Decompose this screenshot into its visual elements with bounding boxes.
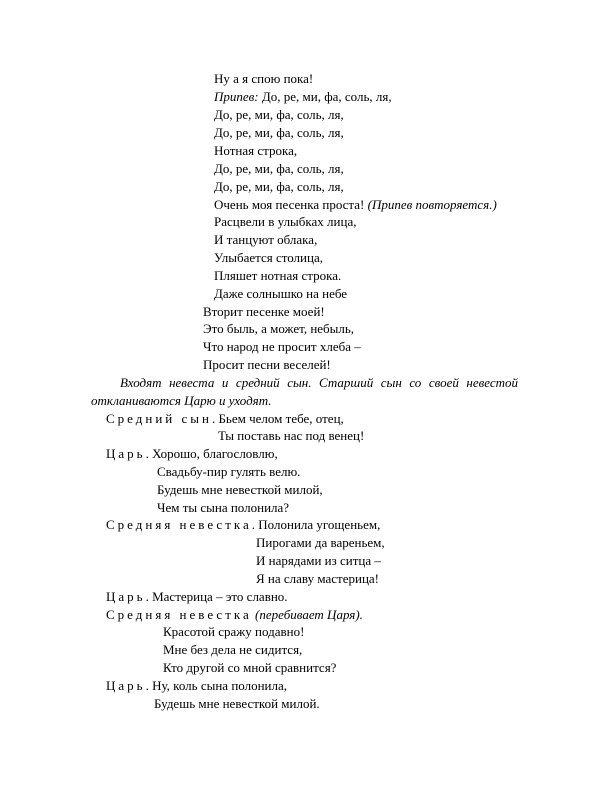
song-line: Нотная строка, <box>214 143 298 158</box>
song-line: До, ре, ми, фа, соль, ля, <box>214 107 344 122</box>
dialogue-line: Средняя невестка. Полонила угощеньем, <box>106 517 381 532</box>
song-line: Расцвели в улыбках лица, <box>214 214 357 229</box>
dialogue-line: Ты поставь нас под венец! <box>218 428 365 443</box>
song-line: Очень моя песенка проста! (Припев повторяется.) <box>214 197 497 212</box>
stage-direction: Входят невеста и средний сын. Старший сын со своей невестой <box>120 375 518 390</box>
song-line: До, ре, ми, фа, соль, ля, <box>214 161 344 176</box>
song-line: Улыбается столица, <box>214 250 323 265</box>
dialogue-line: Царь. Мастерица – это славно. <box>106 589 288 604</box>
song-line: Что народ не просит хлеба – <box>203 339 361 354</box>
song-line: И танцуют облака, <box>214 232 318 247</box>
song-line: Просит песни веселей! <box>203 357 331 372</box>
stage-direction: (Припев повторяется.) <box>367 197 497 212</box>
dialogue-line: Пирогами да вареньем, <box>256 535 385 550</box>
stage-direction: откланиваются Царю и уходят. <box>91 393 272 408</box>
song-line: Припев: До, ре, ми, фа, соль, ля, <box>214 89 392 104</box>
dialogue-line: Свадьбу-пир гулять велю. <box>157 464 301 479</box>
dialogue-line: Мне без дела не сидится, <box>163 642 303 657</box>
dialogue-line: Будешь мне невесткой милой. <box>154 696 320 711</box>
song-line: Ну а я спою пока! <box>214 71 314 86</box>
song-line: До, ре, ми, фа, соль, ля, <box>214 179 344 194</box>
dialogue-line: Средний сын. Бьем челом тебе, отец, <box>106 411 344 426</box>
stage-direction: (перебивает Царя). <box>255 607 363 622</box>
speaker-name: Царь <box>106 678 146 693</box>
speaker-name: Царь <box>106 589 146 604</box>
song-line: Это быль, а может, небыль, <box>203 321 355 336</box>
speaker-name: Средний сын <box>106 411 212 426</box>
dialogue-line: И нарядами из ситца – <box>256 553 381 568</box>
song-line: Вторит песенке моей! <box>203 304 325 319</box>
dialogue-line <box>106 606 363 624</box>
dialogue-line: Чем ты сына полонила? <box>157 500 290 515</box>
song-line: Даже солнышко на небе <box>214 286 348 301</box>
speaker-name: Средняя невестка <box>106 607 252 622</box>
dialogue-line: Кто другой со мной сравнится? <box>163 660 337 675</box>
dialogue-line: Будешь мне невесткой милой, <box>157 482 323 497</box>
dialogue-line: Царь. Ну, коль сына полонила, <box>106 678 288 693</box>
dialogue-line: Я на славу мастерица! <box>256 571 380 586</box>
speaker-name: Царь <box>106 446 146 461</box>
refrain-label: Припев: <box>214 89 259 104</box>
dialogue-line: Красотой сражу подавно! <box>163 624 305 639</box>
dialogue-line: Царь. Хорошо, благословлю, <box>106 446 278 461</box>
song-line: До, ре, ми, фа, соль, ля, <box>214 125 344 140</box>
speaker-name: Средняя невестка <box>106 517 252 532</box>
song-line: Пляшет нотная строка. <box>214 268 342 283</box>
